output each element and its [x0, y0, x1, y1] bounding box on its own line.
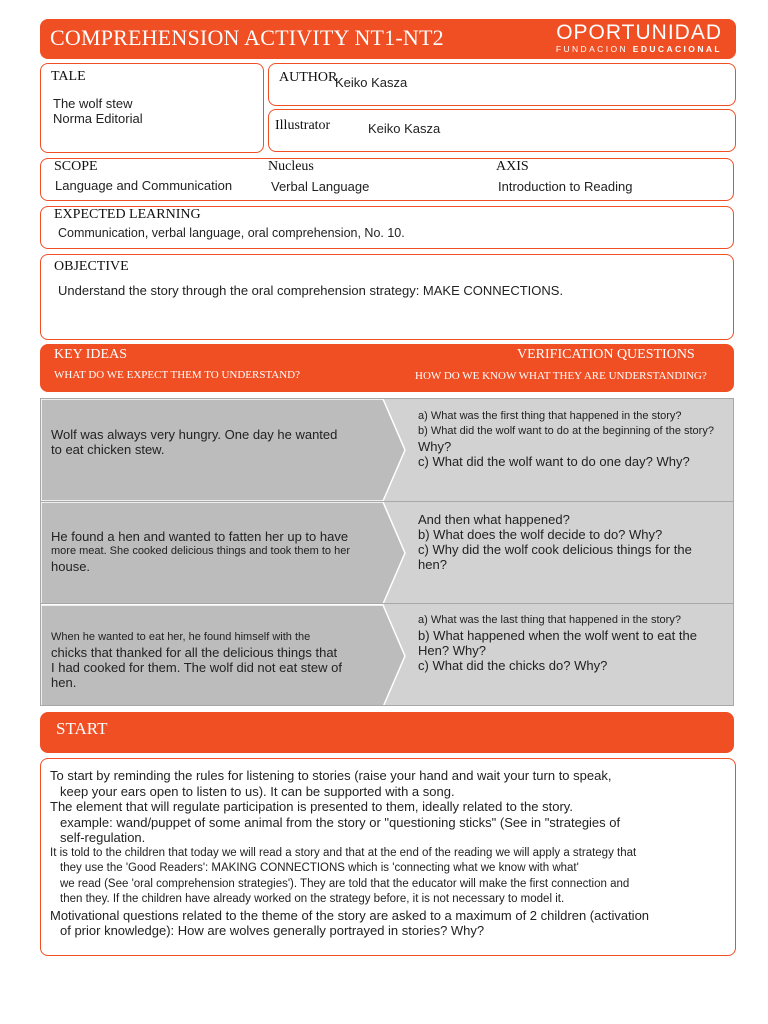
start-text: To start by reminding the rules for listening to stories (raise your hand and wait your turn to speak, keep your ears open to listen to us). It can be supported with a song. The element that will regulate participation is presented to them, ideally related to the story. example: wand/puppet of some animal from the story or "questioning sticks" (See in "strategies of self-regulation. It is told to the children that today we will read a story and that at the end of the reading we will apply a strategy that they use the 'Good Readers': MAKING CONNECTIONS which is 'connecting what we know with what' we read (See 'oral comprehension strategies'). They are told that the educator will make the first connection and then they. If the children have already worked on the strategy before, it is not necessary to model it. Motivational questions related to the theme of the story are asked to a maximum of 2 children (activation of prior knowledge): How are wolves generally portrayed in stories? Why? — [50, 768, 650, 938]
verification-title: VERIFICATION QUESTIONS — [517, 347, 695, 362]
author-label: AUTHOR — [279, 70, 338, 85]
questions-1: a) What was the first thing that happened in the story? b) What did the wolf want to do at the beginning of the story? Why? c) What did the wolf want to do one day? Why? — [418, 410, 714, 469]
tale-box — [40, 63, 264, 153]
tale-publisher: Norma Editorial — [53, 111, 143, 126]
verification-subtitle: HOW DO WE KNOW WHAT THEY ARE UNDERSTANDING? — [415, 370, 707, 382]
tale-label: TALE — [51, 69, 86, 84]
axis-value: Introduction to Reading — [498, 179, 633, 194]
oportunidad-logo — [556, 22, 722, 54]
illustrator-label: Illustrator — [275, 118, 331, 133]
start-bar — [40, 712, 734, 753]
nucleus-label: Nucleus — [268, 159, 314, 174]
objective-box — [40, 254, 734, 340]
objective-label: OBJECTIVE — [54, 259, 129, 274]
questions-2: And then what happened? b) What does the wolf decide to do? Why? c) Why did the wolf cook delicious things for the hen? — [418, 512, 692, 572]
author-box — [268, 63, 736, 106]
expected-learning-box — [40, 206, 734, 249]
start-label: START — [56, 719, 108, 738]
axis-label: AXIS — [496, 159, 529, 174]
expected-learning-label: EXPECTED LEARNING — [54, 207, 201, 222]
scope-value: Language and Communication — [55, 178, 233, 193]
header-bar — [40, 19, 736, 59]
logo-sub-text: FUNDACION EDUCACIONAL — [555, 44, 722, 54]
key-ideas-bar — [40, 344, 734, 392]
logo-main-text: OPORTUNIDAD — [556, 21, 722, 44]
scope-label: SCOPE — [54, 159, 98, 174]
key-idea-2: He found a hen and wanted to fatten her up to have more meat. She cooked delicious things and took them to her house. — [51, 529, 351, 574]
questions-3: a) What was the last thing that happened in the story? b) What happened when the wolf went to eat the Hen? Why? c) What did the chicks do? Why? — [418, 614, 697, 673]
scope-box — [40, 158, 734, 201]
key-idea-3: When he wanted to eat her, he found himself with the chicks that thanked for all the delicious things that I had cooked for them. The wolf did not eat stew of hen. — [51, 631, 342, 690]
page-title: COMPREHENSION ACTIVITY NT1-NT2 — [50, 25, 444, 50]
key-ideas-grid — [40, 398, 734, 706]
illustrator-value: Keiko Kasza — [368, 121, 441, 136]
illustrator-box — [268, 109, 736, 152]
tale-title: The wolf stew — [53, 96, 133, 111]
objective-value: Understand the story through the oral comprehension strategy: MAKE CONNECTIONS. — [58, 283, 564, 298]
key-ideas-subtitle: WHAT DO WE EXPECT THEM TO UNDERSTAND? — [54, 369, 301, 381]
author-value: Keiko Kasza — [335, 75, 408, 90]
nucleus-value: Verbal Language — [271, 179, 370, 194]
key-idea-1: Wolf was always very hungry. One day he wanted to eat chicken stew. — [51, 427, 338, 457]
expected-learning-value: Communication, verbal language, oral comprehension, No. 10. — [58, 226, 405, 240]
start-box — [40, 758, 736, 956]
key-ideas-title: KEY IDEAS — [54, 347, 127, 362]
